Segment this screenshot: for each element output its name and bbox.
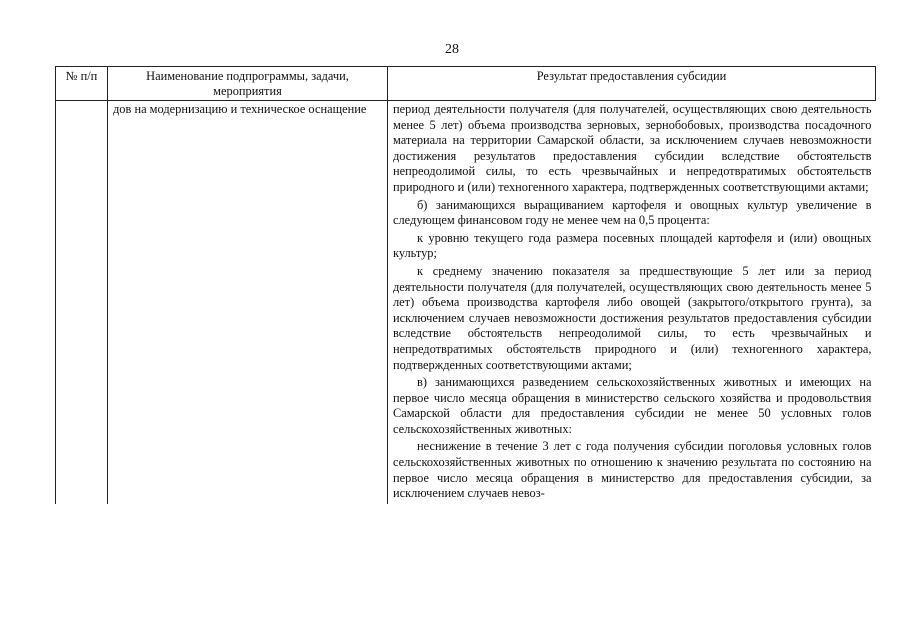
result-paragraph: период деятельности получателя (для получателей, осуществляющих свою деятельность менее 5 лет) объема производства зерновых, зернобобовых, производства посадочного материала на территории Самарской области, за исключением случаев невозможности достижения результатов предоставления субсидии вследствие обстоятельств непреодолимой силы, то есть чрезвычайных и непредотвратимых обстоятельств природного и (или) техногенного характера, подтвержденных соответствующими актами; bbox=[393, 102, 872, 194]
result-paragraph: к уровню текущего года размера посевных площадей картофеля и (или) овощных культур; bbox=[393, 230, 872, 261]
page-number: 28 bbox=[445, 42, 459, 57]
result-paragraph: в) занимающихся разведением сельскохозяйственных животных и имеющих на первое число месяца обращения в министерство сельского хозяйства и продовольствия Самарской области для предоставления субсидии не менее 50 условных голов сельскохозяйственных животных: bbox=[393, 375, 872, 436]
row-name: дов на модернизацию и техническое оснащение bbox=[108, 101, 388, 504]
result-paragraph: к среднему значению показателя за предшествующие 5 лет или за период деятельности получателя (для получателей, осуществляющих свою деятельность менее 5 лет) объема производства картофеля либо овощей (закрытого/открытого грунта), за исключением случаев невозможности достижения результатов предоставления субсидии вследствие обстоятельств непреодолимой силы, то есть чрезвычайных и непредотвратимых обстоятельств природного и (или) техногенного характера, подтвержденных соответствующими актами; bbox=[393, 263, 872, 372]
result-paragraph: б) занимающихся выращиванием картофеля и овощных культур увеличение в следующем финансовом году не менее чем на 0,5 процента: bbox=[393, 197, 872, 228]
header-number: № п/п bbox=[56, 67, 108, 101]
table-header bbox=[56, 67, 876, 101]
result-paragraph: неснижение в течение 3 лет с года получения субсидии поголовья условных голов сельскохозяйственных животных по отношению к значению результата по состоянию на первое число месяца обращения в министерство для предоставления субсидии, за исключением случаев невоз- bbox=[393, 439, 872, 501]
row-result bbox=[388, 101, 876, 504]
subsidy-table bbox=[55, 66, 876, 504]
table-row bbox=[56, 101, 876, 504]
header-result: Результат предоставления субсидии bbox=[388, 67, 876, 101]
row-number bbox=[56, 101, 108, 504]
header-name: Наименование подпрограммы, задачи, мероприятия bbox=[108, 67, 388, 101]
